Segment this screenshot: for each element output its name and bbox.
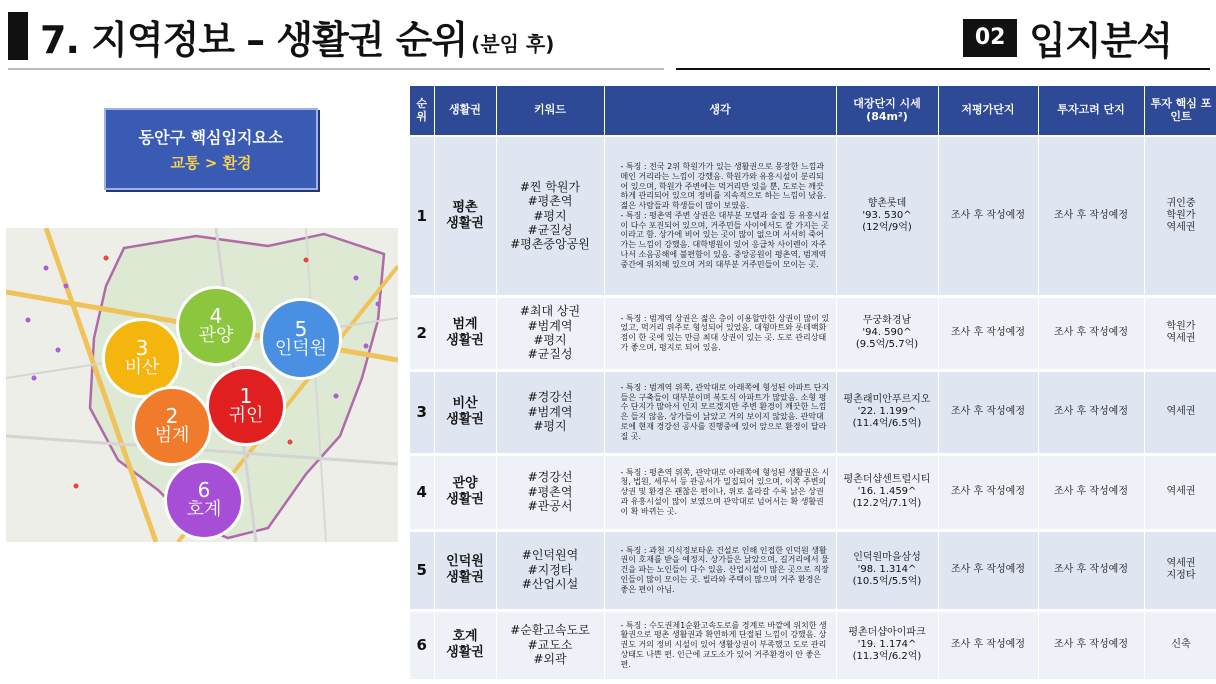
area-line: 생활권	[446, 492, 484, 507]
area-line: 호계	[452, 628, 478, 644]
core-factor-priority: 교통 > 환경	[170, 154, 252, 172]
area-line: 생활권	[446, 333, 484, 348]
header-area: 생활권	[434, 86, 496, 136]
header-point: 투자 핵심 포인트	[1144, 86, 1216, 136]
point-item: 학원가	[1166, 209, 1196, 221]
header-undervalued: 저평가단지	[938, 86, 1038, 136]
keywords-cell	[496, 530, 604, 610]
description-text: - 특징 : 수도권제1순환고속도로를 경계로 바깥에 위치한 생활권으로 평촌 생활권과 확연하게 단절된 느낌이 강했음. 상권도 거의 정비 시설이 있어 생활상권이 부족했고 도로 관리상태도 나쁜 편. 인근에 교도소가 있어 거주환경이 안 좋은 편.	[620, 620, 827, 669]
area-cell	[434, 370, 496, 454]
rep-price: (11.3억/6.2억)	[852, 651, 922, 662]
representative-cell	[836, 136, 938, 296]
description-text: - 특징 : 평촌역 주변 상권은 대부분 모텔과 술집 등 유흥시설이 다수 포진되어 있으며, 거주민들 사이에서도 잘 가지는 곳이라고 함. 상가에 비어 있는 곳이 많이 없으며 서서히 죽어가는 느낌이 강했음. 대학병원이 있어 응급차 사이렌이 자주 나서 소음공해에 불편함이 있음. 중앙공원이 평촌역, 범계역 중간에 위치해 있으며 거의 대부분 거주민들이 모이는 곳.	[620, 210, 830, 269]
circle-label: 비산	[124, 357, 160, 379]
description-cell	[604, 610, 836, 680]
consider-cell: 조사 후 작성예정	[1038, 296, 1144, 370]
rank-cell: 6	[410, 610, 434, 680]
district-ranking-table	[410, 86, 1216, 682]
district-map	[6, 228, 398, 542]
rank-cell: 4	[410, 454, 434, 530]
title-accent-bar	[8, 12, 28, 60]
point-item: 역세권	[1166, 221, 1196, 233]
map-circle-hogye	[164, 460, 244, 540]
undervalued-cell: 조사 후 작성예정	[938, 370, 1038, 454]
keyword: #순환고속도로	[510, 623, 590, 638]
keyword: #경강선	[527, 470, 573, 485]
rep-name: 평촌더샵아이파크	[848, 627, 926, 638]
keywords-cell	[496, 296, 604, 370]
rep-price: (12억/9억)	[862, 221, 912, 233]
keyword: #지정타	[527, 562, 573, 577]
rank-cell: 3	[410, 370, 434, 454]
keyword: #경강선	[527, 390, 573, 405]
header-thoughts: 생각	[604, 86, 836, 136]
keyword: #평촌역	[527, 194, 573, 209]
point-cell	[1144, 370, 1216, 454]
header-rank: 순위	[410, 86, 434, 136]
table-row	[410, 136, 1216, 296]
circle-number: 2	[165, 404, 179, 429]
rep-name: 무궁화경남	[862, 315, 912, 326]
keyword: #찐 학원가	[519, 179, 581, 194]
point-item: 지정타	[1166, 570, 1196, 581]
point-item: 역세권	[1166, 558, 1196, 569]
area-line: 생활권	[446, 570, 484, 585]
keyword: #관공서	[527, 499, 573, 514]
circle-label: 인덕원	[274, 338, 328, 360]
undervalued-cell: 조사 후 작성예정	[938, 610, 1038, 680]
rep-price: (11.4억/6.5억)	[852, 418, 922, 429]
circle-number: 1	[239, 384, 253, 409]
point-item: 귀인중	[1166, 197, 1196, 209]
header-consider: 투자고려 단지	[1038, 86, 1144, 136]
keyword: #최대 상권	[519, 304, 581, 319]
area-line: 인덕원	[446, 553, 484, 569]
description-cell	[604, 136, 836, 296]
map-circle-gwanyang	[176, 286, 256, 366]
rep-year-units: '93. 530^	[862, 209, 912, 221]
circle-number: 6	[197, 478, 211, 503]
point-cell	[1144, 296, 1216, 370]
description-cell	[604, 530, 836, 610]
section-tag	[963, 10, 1172, 65]
rank-cell: 1	[410, 136, 434, 296]
keyword: #평촌중앙공원	[510, 237, 590, 252]
point-item: 역세권	[1166, 406, 1196, 417]
description-text: - 특징 : 범계역 상권은 젊은 층이 이용할만한 상권이 많이 있었고, 먹거리 위주로 형성되어 있었음. 대형마트와 롯데백화점이 한 곳에 있는 만큼 최대 상권이 있는 곳. 도로 관리상태가 좋으며, 평지로 되어 있음.	[620, 313, 830, 352]
table-header-row	[410, 86, 1216, 136]
keywords-cell	[496, 370, 604, 454]
table-row	[410, 370, 1216, 454]
undervalued-cell: 조사 후 작성예정	[938, 454, 1038, 530]
keyword: #산업시설	[521, 577, 579, 592]
rank-cell: 2	[410, 296, 434, 370]
representative-cell	[836, 530, 938, 610]
keyword: #평촌역	[527, 484, 573, 499]
point-cell	[1144, 136, 1216, 296]
keyword: #인덕원역	[521, 548, 579, 563]
header-keywords: 키워드	[496, 86, 604, 136]
keyword: #균질성	[527, 347, 573, 362]
description-cell	[604, 454, 836, 530]
circle-number: 3	[135, 336, 149, 361]
point-cell	[1144, 454, 1216, 530]
representative-cell	[836, 610, 938, 680]
description-text: - 특징 : 과천 지식정보타운 건설로 인해 인접한 인덕원 생활권이 호재를 받을 예정지. 상가들은 낡았으며, 길거리에서 물건을 파는 노인들이 다수 있음. 산업시설이 많은 곳으로 직장인들이 많이 모이는 곳. 빌라와 주택이 많으며 거주 환경은 좋은 편이 아님.	[620, 545, 829, 594]
circle-number: 4	[209, 304, 223, 329]
point-item: 역세권	[1166, 333, 1196, 344]
keywords-cell	[496, 136, 604, 296]
consider-cell: 조사 후 작성예정	[1038, 370, 1144, 454]
description-cell	[604, 370, 836, 454]
rep-price: (12.2억/7.1억)	[852, 498, 922, 509]
table-row	[410, 454, 1216, 530]
area-line: 비산	[452, 395, 478, 411]
rep-price: (10.5억/5.5억)	[852, 576, 922, 587]
keywords-cell	[496, 610, 604, 680]
area-line: 생활권	[446, 215, 484, 231]
keyword: #범계역	[527, 318, 573, 333]
circle-label: 관양	[198, 325, 234, 347]
rep-name: 인덕원마을삼성	[853, 552, 921, 563]
circle-label: 귀인	[228, 405, 264, 427]
rep-name: 향촌롯데	[867, 197, 907, 209]
title-subtitle: (분임 후)	[471, 31, 555, 56]
undervalued-cell: 조사 후 작성예정	[938, 136, 1038, 296]
consider-cell: 조사 후 작성예정	[1038, 454, 1144, 530]
map-circle-beomgye	[132, 386, 212, 466]
description-text: - 특징 : 전국 2위 학원가가 있는 생활권으로 몽장한 느낌과 메인 거리라는 느낌이 강했음. 학원가와 유흥시설이 분리되어 있으며, 학원가 주변에는 먹거리만 있을 뿐, 도로는 깨끗하게 관리되어 있으며 정비를 지속적으로 하는 느낌이 났음. 젊은 사람들과 학생들이 많이 보였음.	[620, 162, 827, 211]
representative-cell	[836, 370, 938, 454]
rep-name: 평촌래미안푸르지오	[843, 394, 931, 405]
area-cell	[434, 454, 496, 530]
circle-label: 호계	[186, 499, 222, 521]
rep-year-units: '22. 1.199^	[857, 406, 917, 417]
consider-cell: 조사 후 작성예정	[1038, 136, 1144, 296]
table-row	[410, 530, 1216, 610]
description-text: - 특징 : 평촌역 위쪽, 관악대로 아래쪽에 형성된 생활권은 시청, 법원, 세무서 등 관공서가 밀집되어 있으며, 이쪽 주변의 상권 및 환경은 괜찮은 편이나, 위로 올라갈 수록 낡은 상권과 유흥시설이 많이 보였으며 관악대로 넘어서는 확 생활권이 확 바뀌는 곳.	[620, 467, 830, 516]
table-row	[410, 610, 1216, 680]
area-line: 범계	[452, 316, 478, 332]
title-text: 7. 지역정보 – 생활권 순위	[40, 17, 468, 62]
table-row	[410, 296, 1216, 370]
undervalued-cell: 조사 후 작성예정	[938, 530, 1038, 610]
consider-cell: 조사 후 작성예정	[1038, 530, 1144, 610]
point-cell	[1144, 610, 1216, 680]
area-cell	[434, 136, 496, 296]
keyword: #교도소	[527, 637, 573, 652]
map-circle-gwiin	[206, 366, 286, 446]
map-circle-indeogwon	[260, 298, 342, 380]
area-cell	[434, 296, 496, 370]
circle-label: 범계	[154, 425, 190, 447]
keywords-cell	[496, 454, 604, 530]
area-line: 생활권	[446, 645, 484, 660]
rep-year-units: '16. 1.459^	[857, 486, 917, 497]
area-line: 생활권	[446, 412, 484, 427]
core-factor-box	[104, 108, 318, 190]
section-label: 입지분석	[1029, 19, 1172, 63]
undervalued-cell: 조사 후 작성예정	[938, 296, 1038, 370]
header-representative: 대장단지 시세 (84m²)	[836, 86, 938, 136]
rep-price: (9.5억/5.7억)	[855, 339, 919, 350]
point-cell	[1144, 530, 1216, 610]
title-underline-black	[676, 68, 1210, 70]
rep-year-units: '98. 1.314^	[857, 564, 917, 575]
point-item: 신축	[1171, 639, 1191, 650]
area-line: 관양	[452, 475, 478, 491]
description-cell	[604, 296, 836, 370]
point-item: 역세권	[1166, 486, 1196, 497]
keyword: #평지	[533, 419, 567, 434]
rep-year-units: '19. 1.174^	[857, 639, 917, 650]
point-item: 학원가	[1166, 321, 1196, 332]
page-title	[8, 8, 554, 64]
rep-name: 평촌더샵센트럴시티	[843, 474, 931, 485]
keyword: #평지	[533, 208, 567, 223]
title-underline-gray	[8, 68, 664, 70]
representative-cell	[836, 454, 938, 530]
area-line: 평촌	[452, 199, 478, 215]
keyword: #범계역	[527, 404, 573, 419]
consider-cell: 조사 후 작성예정	[1038, 610, 1144, 680]
area-cell	[434, 530, 496, 610]
keyword: #평지	[533, 333, 567, 347]
description-text: - 특징 : 범계역 위쪽, 관악대로 아래쪽에 형성된 아파트 단지들은 구축들이 대부분이며 복도식 아파트가 많았음. 소형 평수 단지가 많아서 인지 모르겠지만 주변 환경이 깨끗한 느낌은 들지 않음. 상가들이 낡았고 거의 보이지 않았음. 관악대로에 현재 경강선 공사를 진행중에 있어 앞으로 환경이 달라질 곳.	[620, 382, 830, 441]
representative-cell	[836, 296, 938, 370]
keyword: #균질성	[527, 222, 573, 237]
area-cell	[434, 610, 496, 680]
rep-year-units: '94. 590^	[862, 327, 912, 338]
section-number: 02	[963, 19, 1017, 57]
circle-number: 5	[294, 317, 308, 342]
rank-cell: 5	[410, 530, 434, 610]
keyword: #외곽	[533, 652, 567, 667]
core-factor-title: 동안구 핵심입지요소	[138, 128, 284, 147]
